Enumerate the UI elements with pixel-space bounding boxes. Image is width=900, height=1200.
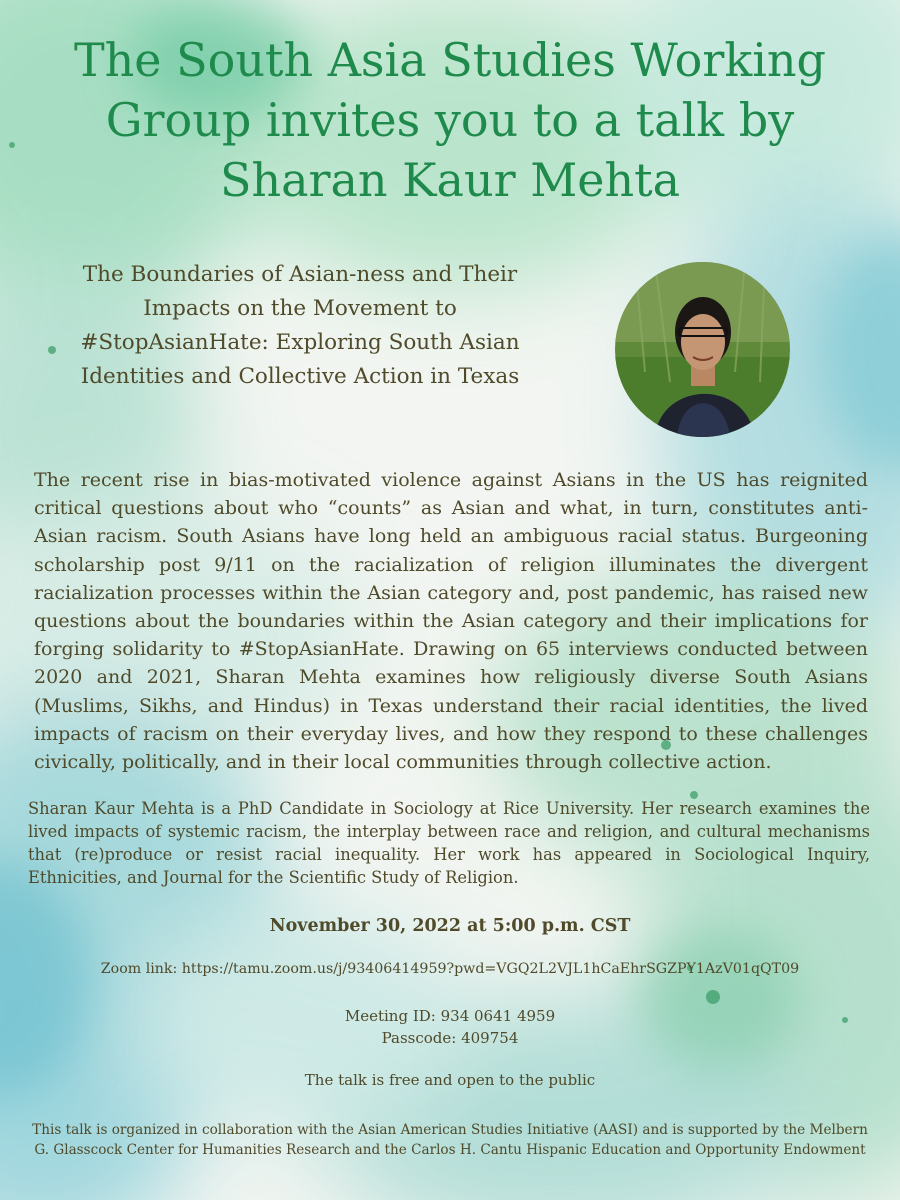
page-title: The South Asia Studies Working Group invites you to a talk by Sharan Kaur Mehta xyxy=(73,33,827,207)
meeting-details xyxy=(0,1005,900,1049)
passcode: Passcode: 409754 xyxy=(381,1029,519,1047)
talk-title: The Boundaries of Asian-ness and Their Impacts on the Movement to #StopAsianHate: Exploring South Asian Identities and Collective Action in Texas xyxy=(80,262,520,389)
speaker-portrait-icon xyxy=(615,262,790,437)
speaker-bio: Sharan Kaur Mehta is a PhD Candidate in Sociology at Rice University. Her research examines the lived impacts of systemic racism, the interplay between race and religion, and cultural mechanisms that (re)produce or resist racial inequality. Her work has appeared in Sociological Inquiry, Ethnicities, and Journal for the Scientific Study of Religion. xyxy=(28,799,870,887)
admission-note: The talk is free and open to the public xyxy=(304,1071,596,1089)
talk-abstract: The recent rise in bias-motivated violence against Asians in the US has reignited critical questions about who “counts” as Asian and what, in turn, constitutes anti-Asian racism. South Asians have long held an ambiguous racial status. Burgeoning scholarship post 9/11 on the racialization of religion illuminates the divergent racialization processes within the Asian category and, post pandemic, has raised new questions about the boundaries within the Asian category and their implications for forging solidarity to #StopAsianHate. Drawing on 65 interviews conducted between 2020 and 2021, Sharan Mehta examines how religiously diverse South Asians (Muslims, Sikhs, and Hindus) in Texas understand their racial identities, the lived impacts of racism on their everyday lives, and how they respond to these challenges civically, politically, and in their local communities through collective action. xyxy=(34,469,868,774)
speaker-photo xyxy=(615,262,790,437)
zoom-link[interactable]: Zoom link: https://tamu.zoom.us/j/93406414959?pwd=VGQ2L2VJL1hCaEhrSGZPY1AzV01qQT09 xyxy=(100,961,800,977)
meeting-id: Meeting ID: 934 0641 4959 xyxy=(344,1007,556,1025)
event-date: November 30, 2022 at 5:00 p.m. CST xyxy=(269,916,631,936)
sponsor-note: This talk is organized in collaboration with the Asian American Studies Initiative (AASI) and is supported by the Melbern G. Glasscock Center for Humanities Research and the Carlos H. Cantu Hispanic Education and Opportunity Endowment xyxy=(32,1122,868,1158)
